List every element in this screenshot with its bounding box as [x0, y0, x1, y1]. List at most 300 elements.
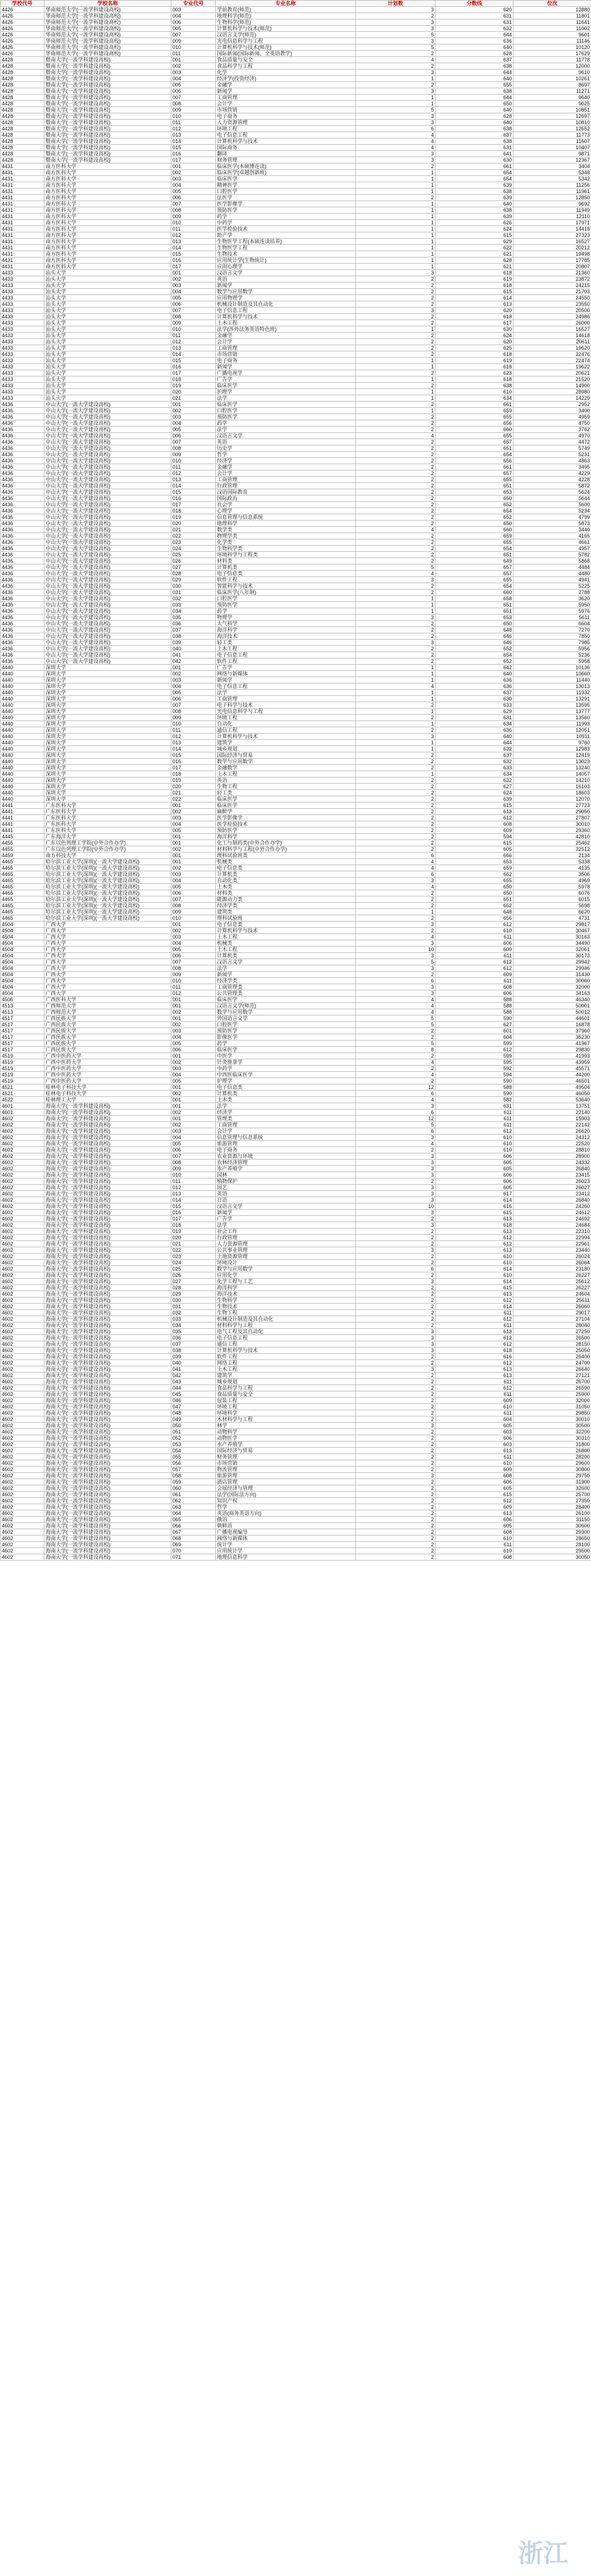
- table-row: [1, 1141, 591, 1147]
- cell-major-code: 003: [171, 871, 216, 878]
- cell-school-name: 哈尔滨工业大学(深圳)(一流大学建设高校): [44, 865, 171, 871]
- table-row: [1, 947, 591, 953]
- cell-major-code: 022: [171, 1247, 216, 1254]
- table-row: [1, 301, 591, 308]
- cell-school-name: 华南师范大学(一流学科建设高校): [44, 13, 171, 19]
- cell-school-name: 深圳大学: [44, 690, 171, 696]
- table-row: [1, 464, 591, 470]
- cell-school-name: 中山大学(一流大学建设高校): [44, 652, 171, 658]
- cell-school-code: 4602: [1, 1335, 44, 1341]
- cell-major-name: 旅游管理: [216, 1473, 356, 1479]
- cell-school-name: 哈尔滨工业大学(深圳)(一流大学建设高校): [44, 871, 171, 878]
- cell-score-line: 590: [436, 1091, 514, 1097]
- cell-school-code: 4504: [1, 978, 44, 984]
- cell-rank: 4750: [514, 420, 591, 427]
- cell-school-name: 深圳大学: [44, 790, 171, 796]
- cell-school-code: 4433: [1, 364, 44, 370]
- table-row: [1, 1310, 591, 1316]
- cell-plan-count: 2: [356, 1354, 436, 1360]
- cell-major-code: 001: [171, 853, 216, 859]
- table-row: [1, 502, 591, 508]
- table-row: [1, 251, 591, 257]
- cell-plan-count: 1: [356, 207, 436, 214]
- cell-score-line: 610: [436, 389, 514, 395]
- cell-rank: 10911: [514, 734, 591, 740]
- cell-score-line: 611: [436, 1391, 514, 1398]
- cell-plan-count: 2: [356, 1078, 436, 1084]
- cell-major-code: 007: [171, 959, 216, 965]
- cell-school-name: 中山大学(一流大学建设高校): [44, 489, 171, 495]
- cell-school-code: 4436: [1, 621, 44, 627]
- cell-major-name: 土木工程: [216, 1366, 356, 1373]
- cell-school-code: 4436: [1, 408, 44, 414]
- cell-rank: 11607: [514, 138, 591, 145]
- table-row: [1, 1153, 591, 1160]
- cell-score-line: 594: [436, 834, 514, 840]
- cell-major-name: 社会工作: [216, 1228, 356, 1235]
- cell-rank: 11961: [514, 189, 591, 195]
- table-row: [1, 1460, 591, 1467]
- cell-school-name: 中山大学(一流大学建设高校): [44, 408, 171, 414]
- cell-rank: 3506: [514, 871, 591, 878]
- cell-score-line: 640: [436, 76, 514, 82]
- cell-plan-count: 10: [356, 947, 436, 953]
- cell-rank: 27121: [514, 1373, 591, 1379]
- cell-score-line: 613: [436, 1329, 514, 1335]
- table-row: [1, 1210, 591, 1216]
- cell-major-code: 016: [171, 151, 216, 157]
- cell-rank: 30010: [514, 821, 591, 828]
- cell-school-name: 汕头大学: [44, 314, 171, 320]
- table-row: [1, 1053, 591, 1059]
- cell-plan-count: 2: [356, 439, 436, 445]
- table-header: [1, 1, 591, 7]
- cell-rank: 16527: [514, 326, 591, 333]
- cell-plan-count: 3: [356, 1473, 436, 1479]
- cell-major-name: 翻译: [216, 151, 356, 157]
- cell-plan-count: 2: [356, 1297, 436, 1304]
- cell-major-code: 012: [171, 734, 216, 740]
- cell-major-name: 计算机类: [216, 871, 356, 878]
- table-row: [1, 439, 591, 445]
- table-row: [1, 1304, 591, 1310]
- cell-rank: 13777: [514, 708, 591, 715]
- cell-school-name: 海南大学(一流学科建设高校): [44, 1523, 171, 1529]
- cell-school-name: 汕头大学: [44, 358, 171, 364]
- cell-major-code: 052: [171, 1435, 216, 1441]
- cell-rank: 31150: [514, 1517, 591, 1523]
- cell-school-code: 4506: [1, 997, 44, 1003]
- cell-plan-count: 2: [356, 646, 436, 652]
- cell-major-name: 行政管理: [216, 483, 356, 489]
- cell-score-line: 611: [436, 1310, 514, 1316]
- cell-major-code: 006: [171, 195, 216, 201]
- cell-school-name: 暨南大学(一流学科建设高校): [44, 88, 171, 95]
- cell-rank: 5231: [514, 452, 591, 458]
- cell-school-name: 海南大学(一流学科建设高校): [44, 1398, 171, 1404]
- cell-rank: 23440: [514, 1247, 591, 1254]
- cell-score-line: 613: [436, 1366, 514, 1373]
- cell-major-name: 心理学: [216, 508, 356, 514]
- cell-school-code: 4504: [1, 928, 44, 934]
- cell-plan-count: 2: [356, 1510, 436, 1517]
- table-row: [1, 1441, 591, 1448]
- cell-major-name: 临床医学: [216, 796, 356, 802]
- cell-plan-count: 2: [356, 846, 436, 853]
- cell-major-name: 市场营销: [216, 1460, 356, 1467]
- cell-major-name: 网络工程: [216, 1360, 356, 1366]
- cell-school-name: 汕头大学: [44, 276, 171, 282]
- cell-school-name: 哈尔滨工业大学(深圳)(一流大学建设高校): [44, 915, 171, 922]
- table-row: [1, 1535, 591, 1542]
- cell-school-name: 海南大学(一流学科建设高校): [44, 1542, 171, 1548]
- table-row: [1, 1548, 591, 1554]
- cell-major-code: 013: [171, 1191, 216, 1197]
- cell-school-name: 广西中医药大学: [44, 1078, 171, 1084]
- cell-plan-count: 6: [356, 1091, 436, 1097]
- cell-plan-count: 1: [356, 170, 436, 176]
- cell-school-code: 4440: [1, 740, 44, 746]
- cell-school-code: 4602: [1, 1504, 44, 1510]
- cell-major-code: 012: [171, 990, 216, 997]
- cell-major-name: 工商管理: [216, 477, 356, 483]
- cell-plan-count: 2: [356, 1467, 436, 1473]
- cell-plan-count: 3: [356, 38, 436, 44]
- cell-rank: 20212: [514, 245, 591, 251]
- cell-school-name: 广东以色列理工学院(中外合作办学): [44, 846, 171, 853]
- cell-score-line: 656: [436, 458, 514, 464]
- cell-rank: 27104: [514, 1316, 591, 1322]
- cell-major-name: 软件工程: [216, 1354, 356, 1360]
- cell-school-code: 4440: [1, 746, 44, 752]
- cell-score-line: 611: [436, 934, 514, 940]
- cell-school-name: 汕头大学: [44, 370, 171, 376]
- cell-school-name: 中山大学(一流大学建设高校): [44, 477, 171, 483]
- cell-score-line: 644: [436, 95, 514, 101]
- cell-plan-count: 2: [356, 63, 436, 69]
- cell-school-code: 4431: [1, 163, 44, 170]
- cell-major-code: 008: [171, 207, 216, 214]
- cell-plan-count: 2: [356, 796, 436, 802]
- cell-plan-count: 5: [356, 1041, 436, 1047]
- cell-score-line: 612: [436, 1498, 514, 1504]
- cell-major-code: 005: [171, 427, 216, 433]
- cell-school-name: 南方医科大学: [44, 220, 171, 226]
- cell-major-code: 019: [171, 514, 216, 521]
- cell-major-name: 朝鲜语: [216, 1523, 356, 1529]
- cell-plan-count: 2: [356, 320, 436, 326]
- cell-major-code: 008: [171, 903, 216, 909]
- cell-score-line: 611: [436, 1410, 514, 1416]
- cell-school-code: 4431: [1, 189, 44, 195]
- cell-plan-count: 1: [356, 364, 436, 370]
- cell-school-name: 中山大学(一流大学建设高校): [44, 502, 171, 508]
- cell-score-line: 615: [436, 1210, 514, 1216]
- cell-school-name: 海南大学(一流学科建设高校): [44, 1341, 171, 1348]
- cell-rank: 32600: [514, 1485, 591, 1492]
- cell-school-code: 4436: [1, 577, 44, 583]
- cell-school-name: 广东医科大学: [44, 828, 171, 834]
- cell-major-name: 中西医临床医学: [216, 1072, 356, 1078]
- cell-school-name: 海南大学(一流学科建设高校): [44, 1210, 171, 1216]
- cell-school-name: 南方医科大学: [44, 226, 171, 232]
- cell-plan-count: 3: [356, 1135, 436, 1141]
- table-row: [1, 796, 591, 802]
- cell-rank: 29360: [514, 828, 591, 834]
- cell-major-code: 011: [171, 1178, 216, 1185]
- cell-score-line: 606: [436, 990, 514, 997]
- cell-rank: 24986: [514, 314, 591, 320]
- cell-score-line: 617: [436, 1191, 514, 1197]
- cell-score-line: 612: [436, 815, 514, 821]
- cell-school-name: 海南大学(一流学科建设高校): [44, 1473, 171, 1479]
- cell-major-code: 005: [171, 828, 216, 834]
- cell-score-line: 612: [436, 1335, 514, 1341]
- cell-major-code: 025: [171, 1266, 216, 1272]
- cell-rank: 22310: [514, 1228, 591, 1235]
- cell-plan-count: 3: [356, 1329, 436, 1335]
- cell-score-line: 592: [436, 1066, 514, 1072]
- cell-school-code: 4428: [1, 138, 44, 145]
- cell-plan-count: 2: [356, 1542, 436, 1548]
- cell-school-name: 哈尔滨工业大学(深圳)(一流大学建设高校): [44, 878, 171, 884]
- cell-major-code: 025: [171, 552, 216, 558]
- cell-plan-count: 2: [356, 345, 436, 351]
- cell-school-code: 4602: [1, 1266, 44, 1272]
- cell-plan-count: 2: [356, 402, 436, 408]
- cell-rank: 24550: [514, 295, 591, 301]
- cell-score-line: 610: [436, 1460, 514, 1467]
- cell-school-code: 4436: [1, 533, 44, 539]
- cell-major-name: 木材科学与工程: [216, 1416, 356, 1423]
- cell-score-line: 603: [436, 1429, 514, 1435]
- cell-major-code: 008: [171, 445, 216, 452]
- cell-score-line: 606: [436, 1172, 514, 1178]
- cell-major-name: 环境工程: [216, 126, 356, 132]
- cell-score-line: 608: [436, 1529, 514, 1535]
- cell-plan-count: 2: [356, 752, 436, 759]
- cell-plan-count: 6: [356, 1266, 436, 1272]
- cell-plan-count: 2: [356, 702, 436, 708]
- cell-school-code: 4428: [1, 132, 44, 138]
- cell-major-code: 029: [171, 577, 216, 583]
- cell-major-code: 002: [171, 671, 216, 677]
- table-row: [1, 69, 591, 76]
- cell-school-code: 4522: [1, 1097, 44, 1103]
- cell-school-code: 4602: [1, 1416, 44, 1423]
- cell-school-code: 4436: [1, 495, 44, 502]
- table-row: [1, 984, 591, 990]
- cell-rank: 5958: [514, 658, 591, 665]
- table-row: [1, 26, 591, 32]
- cell-major-name: 新闻学: [216, 364, 356, 370]
- table-row: [1, 940, 591, 947]
- cell-rank: 26064: [514, 1260, 591, 1266]
- cell-school-name: 海南大学(一流学科建设高校): [44, 1304, 171, 1310]
- cell-school-name: 汕头大学: [44, 351, 171, 358]
- cell-school-name: 中山大学(一流大学建设高校): [44, 420, 171, 427]
- table-row: [1, 1448, 591, 1454]
- cell-school-code: 4517: [1, 1034, 44, 1041]
- cell-rank: 53640: [514, 1097, 591, 1103]
- cell-major-name: 会计学: [216, 1128, 356, 1135]
- cell-major-name: 海洋科学: [216, 834, 356, 840]
- cell-score-line: 612: [436, 959, 514, 965]
- cell-score-line: 614: [436, 1266, 514, 1272]
- cell-school-name: 南方医科大学: [44, 264, 171, 270]
- cell-major-code: 013: [171, 239, 216, 245]
- cell-major-code: 003: [171, 69, 216, 76]
- table-row: [1, 1479, 591, 1485]
- cell-score-line: 615: [436, 1492, 514, 1498]
- table-row: [1, 226, 591, 232]
- cell-major-name: 材料科学与工程(中外合作办学): [216, 846, 356, 853]
- cell-school-code: 4436: [1, 445, 44, 452]
- cell-major-name: 中药学: [216, 1066, 356, 1072]
- cell-school-name: 哈尔滨工业大学(深圳)(一流大学建设高校): [44, 859, 171, 865]
- cell-school-name: 深圳大学: [44, 677, 171, 683]
- cell-school-name: 海南大学(一流学科建设高校): [44, 1529, 171, 1535]
- cell-major-name: 建筑类: [216, 909, 356, 915]
- table-row: [1, 157, 591, 163]
- cell-school-code: 4440: [1, 708, 44, 715]
- cell-major-code: 002: [171, 928, 216, 934]
- cell-score-line: 631: [436, 145, 514, 151]
- cell-school-code: 4433: [1, 376, 44, 383]
- cell-rank: 6015: [514, 896, 591, 903]
- cell-major-code: 067: [171, 1529, 216, 1535]
- cell-major-name: 工商管理类: [216, 984, 356, 990]
- cell-school-code: 4433: [1, 383, 44, 389]
- cell-major-code: 002: [171, 1059, 216, 1066]
- cell-school-name: 深圳大学: [44, 784, 171, 790]
- cell-school-name: 中山大学(一流大学建设高校): [44, 470, 171, 477]
- cell-school-code: 4602: [1, 1385, 44, 1391]
- cell-plan-count: 2: [356, 627, 436, 633]
- cell-score-line: 640: [436, 120, 514, 126]
- table-row: [1, 1523, 591, 1529]
- cell-major-name: 经济学: [216, 458, 356, 464]
- cell-rank: 34163: [514, 990, 591, 997]
- cell-plan-count: 4: [356, 571, 436, 577]
- cell-plan-count: 3: [356, 308, 436, 314]
- cell-rank: 4480: [514, 571, 591, 577]
- cell-plan-count: 3: [356, 120, 436, 126]
- cell-major-code: 013: [171, 740, 216, 746]
- cell-major-code: 005: [171, 884, 216, 890]
- cell-rank: 25611: [514, 1297, 591, 1304]
- cell-major-code: 018: [171, 771, 216, 777]
- cell-score-line: 588: [436, 1084, 514, 1091]
- table-row: [1, 1103, 591, 1109]
- table-row: [1, 314, 591, 320]
- cell-school-code: 4602: [1, 1310, 44, 1316]
- cell-score-line: 614: [436, 1304, 514, 1310]
- cell-major-code: 042: [171, 658, 216, 665]
- cell-school-name: 中山大学(一流大学建设高校): [44, 533, 171, 539]
- cell-score-line: 613: [436, 1510, 514, 1517]
- table-row: [1, 1066, 591, 1072]
- cell-school-code: 4504: [1, 965, 44, 972]
- cell-score-line: 588: [436, 1009, 514, 1015]
- table-row: [1, 1172, 591, 1178]
- cell-score-line: 609: [436, 1467, 514, 1473]
- cell-major-name: 临床医学: [216, 402, 356, 408]
- cell-major-name: 医学影像学: [216, 201, 356, 207]
- cell-plan-count: 2: [356, 1554, 436, 1561]
- table-row: [1, 276, 591, 282]
- table-row: [1, 859, 591, 865]
- cell-school-code: 4428: [1, 57, 44, 63]
- cell-rank: 13595: [514, 702, 591, 708]
- cell-school-name: 海南大学(一流学科建设高校): [44, 1222, 171, 1228]
- cell-score-line: 624: [436, 790, 514, 796]
- cell-major-name: 法学: [216, 395, 356, 402]
- cell-major-code: 014: [171, 245, 216, 251]
- cell-major-code: 008: [171, 965, 216, 972]
- table-row: [1, 1178, 591, 1185]
- cell-plan-count: 2: [356, 546, 436, 552]
- cell-major-code: 001: [171, 922, 216, 928]
- table-row: [1, 7, 591, 13]
- cell-major-code: 007: [171, 201, 216, 207]
- cell-major-name: 临床医学(本硕博连读): [216, 163, 356, 170]
- table-row: [1, 1185, 591, 1191]
- cell-rank: 30060: [514, 978, 591, 984]
- cell-rank: 21703: [514, 289, 591, 295]
- cell-school-name: 广西中医药大学: [44, 1066, 171, 1072]
- cell-major-name: 材料科学与工程: [216, 1322, 356, 1329]
- cell-school-name: 海南大学(一流学科建设高校): [44, 1360, 171, 1366]
- table-row: [1, 132, 591, 138]
- cell-rank: 3495: [514, 464, 591, 470]
- table-row: [1, 1222, 591, 1228]
- cell-school-name: 南方医科大学: [44, 195, 171, 201]
- cell-rank: 10136: [514, 665, 591, 671]
- cell-major-name: 数学类: [216, 527, 356, 533]
- cell-plan-count: 5: [356, 107, 436, 113]
- cell-major-code: 015: [171, 752, 216, 759]
- cell-major-code: 001: [171, 802, 216, 809]
- table-row: [1, 1235, 591, 1241]
- cell-major-name: 土木工程: [216, 646, 356, 652]
- cell-major-code: 004: [171, 1072, 216, 1078]
- cell-major-code: 018: [171, 508, 216, 514]
- cell-school-code: 4602: [1, 1467, 44, 1473]
- cell-plan-count: 4: [356, 1072, 436, 1078]
- cell-plan-count: 3: [356, 113, 436, 120]
- cell-plan-count: 1: [356, 376, 436, 383]
- cell-school-name: 中山大学(一流大学建设高校): [44, 464, 171, 470]
- cell-school-name: 广东医科大学: [44, 815, 171, 821]
- cell-major-name: 生物工程: [216, 784, 356, 790]
- cell-score-line: 638: [436, 207, 514, 214]
- cell-score-line: 616: [436, 1203, 514, 1210]
- cell-school-code: 4436: [1, 470, 44, 477]
- cell-major-name: 电子商务: [216, 358, 356, 364]
- cell-major-code: 007: [171, 95, 216, 101]
- table-row: [1, 552, 591, 558]
- table-row: [1, 333, 591, 339]
- cell-rank: 29500: [514, 1548, 591, 1554]
- table-row: [1, 232, 591, 239]
- cell-major-name: 环境工程: [216, 1404, 356, 1410]
- cell-major-name: 物理学类: [216, 533, 356, 539]
- cell-plan-count: 2: [356, 1241, 436, 1247]
- cell-school-code: 4436: [1, 502, 44, 508]
- cell-score-line: 626: [436, 220, 514, 226]
- cell-school-name: 暨南大学(一流学科建设高校): [44, 69, 171, 76]
